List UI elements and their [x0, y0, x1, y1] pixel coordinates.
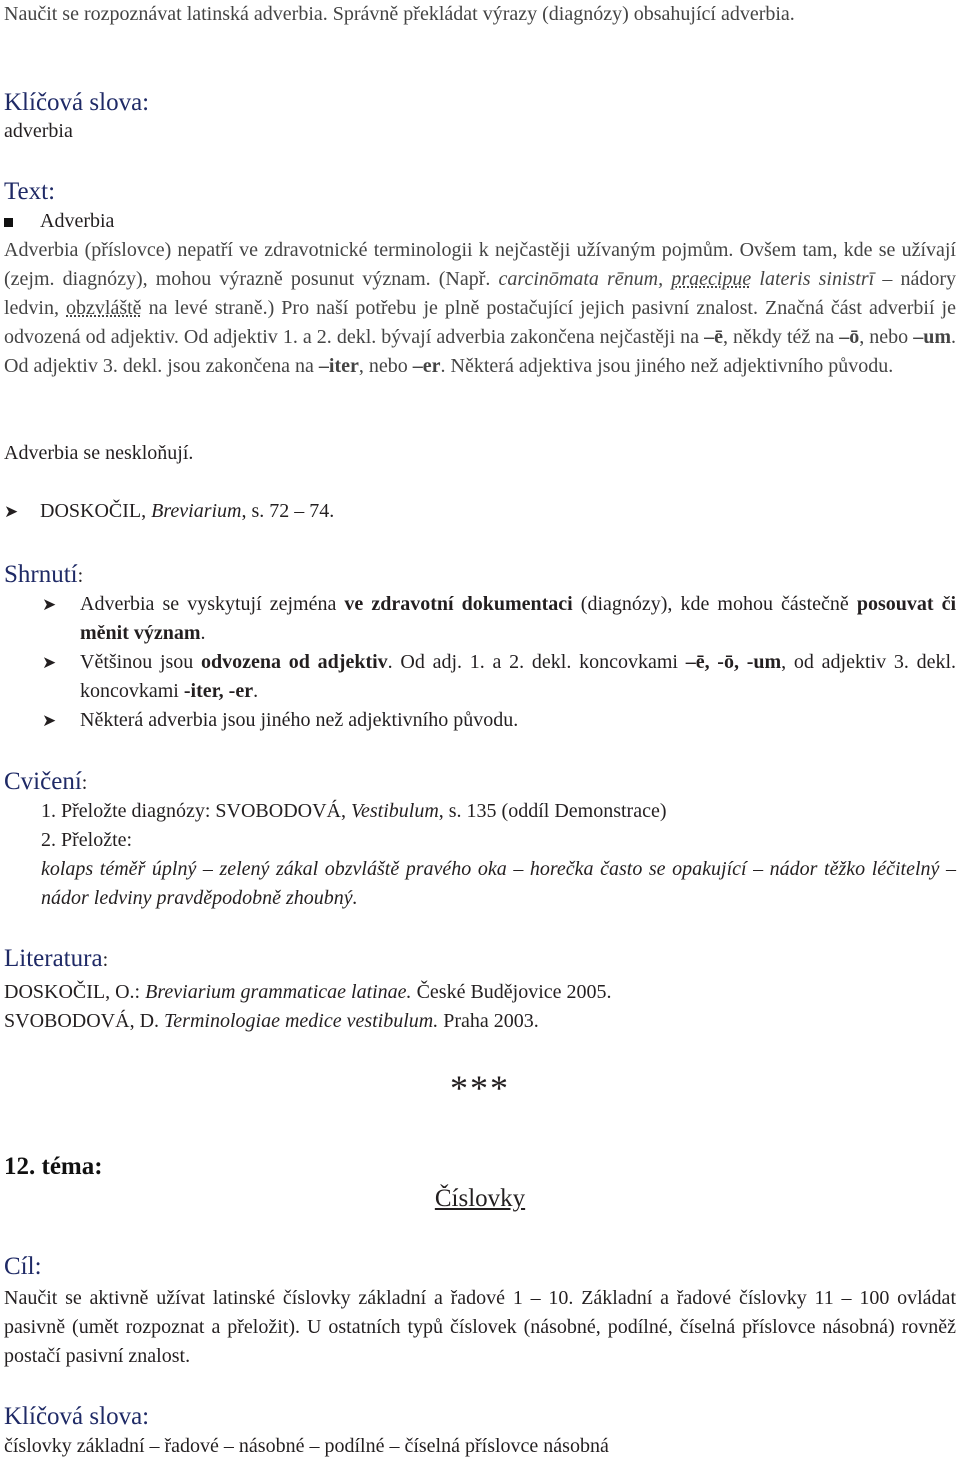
section-separator: ***: [450, 1068, 510, 1108]
square-bullet-icon: [4, 207, 13, 236]
summary-heading: Shrnutí:: [4, 561, 84, 588]
goal-heading: Cíl:: [4, 1253, 42, 1280]
keywords-heading: Klíčová slova:: [4, 89, 150, 116]
bullet-label: Adverbia: [40, 210, 115, 232]
exercise-phrases: kolaps téměř úplný – zelený zákal obzvláště pravého oka – horečka často se opakující – nádor těžko léčitelný – nádor ledviny pravděpodobně zhoubný.: [41, 858, 956, 909]
exercise-heading: Cvičení:: [4, 768, 88, 795]
text-heading: Text:: [4, 178, 56, 205]
topic-label: 12. téma:: [4, 1153, 103, 1180]
keywords2-heading: Klíčová slova:: [4, 1403, 150, 1430]
literature-item-2: SVOBODOVÁ, D. Terminologiae medice vestibulum. Praha 2003.: [4, 1010, 539, 1032]
exercise-item-1: 1. Přeložte diagnózy: SVOBODOVÁ, Vestibulum, s. 135 (oddíl Demonstrace): [41, 800, 667, 822]
goal-text: Naučit se aktivně užívat latinské číslovky základní a řadové 1 – 10. Základní a řadové číslovky 11 – 100 ovládat pasivně (umět rozpoznat a přeložit). U ostatních typů číslovek (násobné, podílné, číselná příslovce násobná) rovněž postačí pasivní znalost.: [4, 1287, 956, 1367]
document-page: Naučit se rozpoznávat latinská adverbia. Správně překládat výrazy (diagnózy) obsahující adverbia. Klíčová slova: adverbia Text: Adverbia Adverbia (příslovce) nepatří ve zdravotnické terminologii k nejčastěji užívaným pojmům. Ovšem tam, kde se užívají (zejm. diagnózy), mohou výrazně posunut význam. (Např. carcinōmata rēnum, praecipue lateris sinistrī – nádory ledvin, obzvláště na levé straně.) Pro naší potřebu je plně postačující jejich pasivní znalost. Značná část adverbií je odvozená od adjektiv. Od adjektiv 1. a 2. dekl. bývají adverbia zakončena nejčastěji na –ē, někdy též na –ō, nebo –um. Od adjektiv 3. dekl. jsou zakončena na –iter, nebo –er. Některá adjektiva jsou jiného než adjektivního původu. Adverbia se neskloňují. ➤ DOSKOČIL, Breviarium, s. 72 – 74. Shrnutí: ➤ Adverbia se vyskytují zejména ve zdravotní dokumentaci (diagnózy), kde mohou částečně posouvat či měnit význam. ➤ Většinou jsou odvozena od adjektiv. Od adj. 1. a 2. dekl. koncovkami –ē, -ō, -um, od adjektiv 3. dekl. koncovkami -iter, -er. ➤ Některá adverbia jsou jiného než adjektivního původu. Cvičení: 1. Přeložte diagnózy: SVOBODOVÁ, Vestibulum, s. 135 (oddíl Demonstrace) 2. Přeložte: kolaps téměř úplný – zelený zákal obzvláště pravého oka – horečka často se opakující – nádor těžko léčitelný – nádor ledviny pravděpodobně zhoubný. Literatura: DOSKOČIL, O.: Breviarium grammaticae latinae. České Budějovice 2005. SVOBODOVÁ, D. Terminologiae medice vestibulum. Praha 2003. *** 12. téma: Číslovky Cíl: Naučit se aktivně užívat latinské číslovky základní a řadové 1 – 10. Základní a řadové číslovky 11 – 100 ovládat pasivně (umět rozpoznat a přeložit). U ostatních typů číslovek (násobné, podílné, číselná příslovce násobná) rovněž postačí pasivní znalost. Klíčová slova: číslovky základní – řadové – násobné – podílné – číselná příslovce násobná: [0, 0, 960, 1464]
intro-paragraph: Naučit se rozpoznávat latinská adverbia. Správně překládat výrazy (diagnózy) obsahující adverbia.: [4, 3, 795, 25]
literature-heading: Literatura:: [4, 945, 109, 972]
topic-title: Číslovky: [434, 1185, 526, 1212]
exercise-item-2: 2. Přeložte:: [41, 829, 133, 851]
arrow-bullet-icon: ➤: [42, 595, 57, 614]
arrow-bullet-icon: ➤: [4, 502, 19, 521]
arrow-bullet-icon: ➤: [42, 711, 57, 730]
text-paragraph-1: Adverbia (příslovce) nepatří ve zdravotnické terminologii k nejčastěji užívaným pojmům. Ovšem tam, kde se užívají (zejm. diagnózy), mohou výrazně posunut význam. (Např. carcinōmata rēnum, praecipue lateris sinistrī – nádory ledvin, obzvláště na levé straně.) Pro naší potřebu je plně postačující jejich pasivní znalost. Značná část adverbií je odvozená od adjektiv. Od adjektiv 1. a 2. dekl. bývají adverbia zakončena nejčastěji na –ē, někdy též na –ō, nebo –um. Od adjektiv 3. dekl. jsou zakončena na –iter, nebo –er. Některá adjektiva jsou jiného než adjektivního původu.: [4, 239, 957, 377]
keywords2-text: číslovky základní – řadové – násobné – podílné – číselná příslovce násobná: [4, 1435, 609, 1457]
keywords-text: adverbia: [4, 120, 73, 142]
text-paragraph-2: Adverbia se neskloňují.: [4, 442, 194, 464]
literature-item-1: DOSKOČIL, O.: Breviarium grammaticae latinae. České Budějovice 2005.: [4, 981, 612, 1003]
arrow-bullet-icon: ➤: [42, 653, 57, 672]
